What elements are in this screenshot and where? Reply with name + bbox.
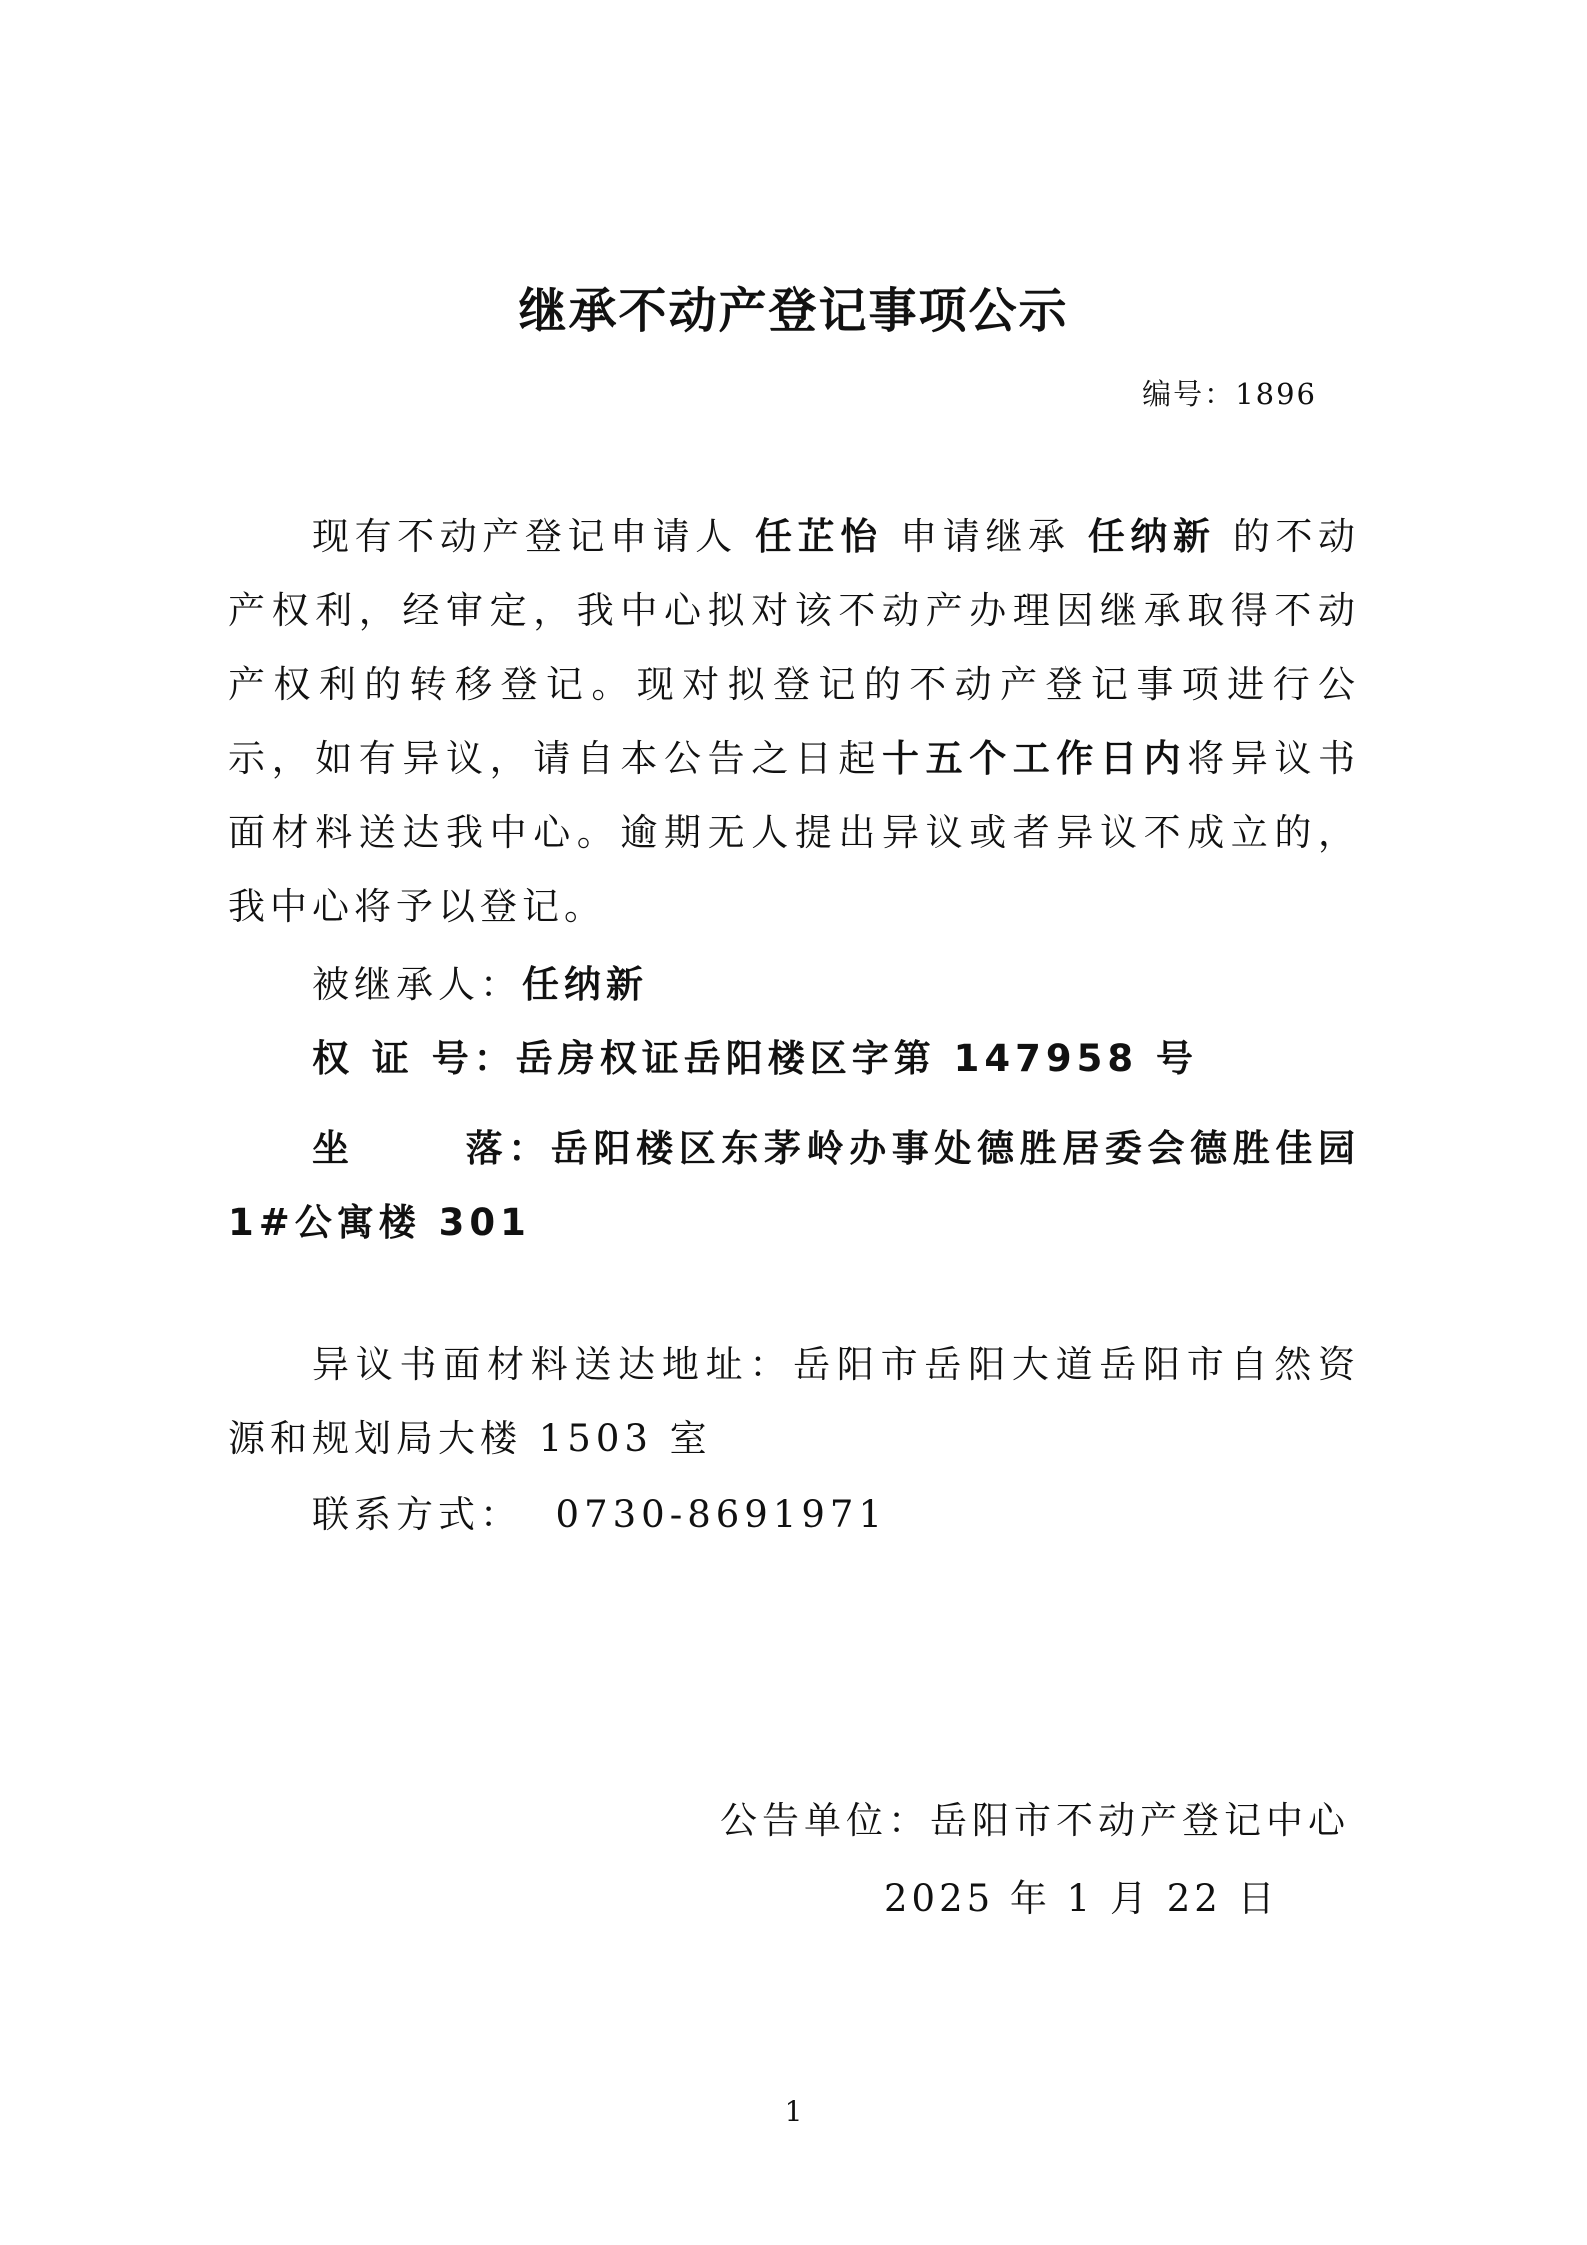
paragraph-text: 将异议书面材料送达我中心。逾期无人提出异议或者异议不成立的，我中心将予以登记。 <box>228 737 1361 928</box>
contact-label: 联系方式： <box>312 1493 522 1536</box>
decedent-name: 任纳新 <box>1087 515 1216 558</box>
heir-label: 被继承人： <box>312 963 522 1006</box>
certificate-label: 权 证 号： <box>312 1037 516 1080</box>
certificate-value: 岳房权证岳阳楼区字第 147958 号 <box>515 1037 1198 1080</box>
contact-phone: 0730-8691971 <box>555 1493 887 1536</box>
document-number-label: 编号： <box>1142 377 1236 411</box>
notice-paragraph <box>228 500 1360 944</box>
document-number-value: 1896 <box>1235 377 1317 411</box>
issue-date: 2025 年 1 月 22 日 <box>884 1877 1279 1920</box>
issuer-name: 岳阳市不动产登记中心 <box>930 1799 1350 1842</box>
paragraph-text: 的不动产权利，经审定，我中心拟对该不动产办理因继承取得不动产权利的转移登记。现对拟登记的不动产登记事项进行公示，如有异议，请自本公告之日起 <box>228 515 1361 780</box>
objection-address-label: 异议书面材料送达地址： <box>312 1343 794 1386</box>
location-label: 坐 落： <box>312 1127 551 1170</box>
paragraph-text: 现有不动产登记申请人 <box>312 515 738 558</box>
objection-address-row <box>228 1328 1360 1476</box>
page-number: 1 <box>784 2095 803 2128</box>
heir-row <box>228 948 1360 1022</box>
document-number <box>1142 372 1317 413</box>
objection-deadline: 十五个工作日内 <box>882 737 1188 780</box>
issuer-line <box>720 1790 1350 1844</box>
contact-row <box>228 1478 1360 1552</box>
heir-value: 任纳新 <box>522 963 648 1006</box>
paragraph-text: 申请继承 <box>900 515 1071 558</box>
applicant-name: 任芷怡 <box>755 515 883 558</box>
issuer-label: 公告单位： <box>720 1799 930 1842</box>
document-title: 继承不动产登记事项公示 <box>518 283 1069 339</box>
location-row <box>228 1112 1360 1260</box>
objection-address-value: 岳阳市岳阳大道岳阳市自然资源和规划局大楼 1503 室 <box>228 1343 1361 1460</box>
location-value: 岳阳楼区东茅岭办事处德胜居委会德胜佳园 1#公寓楼 301 <box>228 1127 1360 1244</box>
certificate-row <box>228 1022 1360 1096</box>
